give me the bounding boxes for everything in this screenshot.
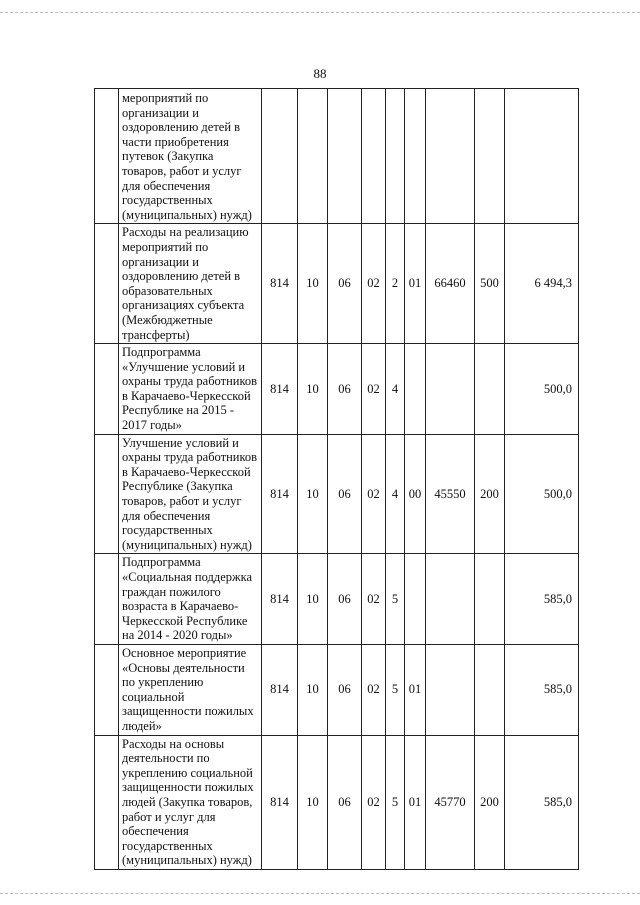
row-program-cell: 02 bbox=[362, 344, 386, 435]
row-event-cell: 01 bbox=[405, 735, 426, 869]
row-index-cell bbox=[95, 224, 119, 344]
row-amount-cell bbox=[505, 89, 579, 224]
row-section-cell: 10 bbox=[298, 644, 328, 735]
row-index-cell bbox=[95, 434, 119, 554]
row-program-cell: 02 bbox=[362, 644, 386, 735]
row-name-cell: Расходы на реализацию мероприятий по организации и оздоровлению детей в образовательных организациях субъекта (Межбюджетные трансферты) bbox=[119, 224, 262, 344]
table-row bbox=[95, 344, 579, 435]
row-event-cell bbox=[405, 344, 426, 435]
scan-artifact-line bbox=[0, 893, 640, 894]
row-expense-type-cell: 200 bbox=[475, 735, 505, 869]
row-subprogram-cell: 5 bbox=[386, 735, 405, 869]
row-index-cell bbox=[95, 344, 119, 435]
row-amount-cell: 585,0 bbox=[505, 554, 579, 645]
row-event-cell: 01 bbox=[405, 224, 426, 344]
row-amount-cell: 500,0 bbox=[505, 344, 579, 435]
row-program-cell: 02 bbox=[362, 224, 386, 344]
row-direction-cell bbox=[426, 644, 475, 735]
page-number: 88 bbox=[313, 66, 327, 81]
row-admin-cell: 814 bbox=[262, 554, 298, 645]
row-admin-cell bbox=[262, 89, 298, 224]
row-admin-cell: 814 bbox=[262, 224, 298, 344]
row-index-cell bbox=[95, 89, 119, 224]
row-subsection-cell: 06 bbox=[328, 735, 362, 869]
row-admin-cell: 814 bbox=[262, 644, 298, 735]
row-expense-type-cell bbox=[475, 644, 505, 735]
row-direction-cell: 45550 bbox=[426, 434, 475, 554]
row-expense-type-cell bbox=[475, 344, 505, 435]
row-expense-type-cell: 500 bbox=[475, 224, 505, 344]
row-amount-cell: 6 494,3 bbox=[505, 224, 579, 344]
table-row bbox=[95, 89, 579, 224]
row-direction-cell bbox=[426, 554, 475, 645]
row-subsection-cell bbox=[328, 89, 362, 224]
row-name-cell: мероприятий по организации и оздоровлению детей в части приобретения путевок (Закупка товаров, работ и услуг для обеспечения государственных (муниципальных) нужд) bbox=[119, 89, 262, 224]
row-index-cell bbox=[95, 644, 119, 735]
row-subprogram-cell: 5 bbox=[386, 644, 405, 735]
row-direction-cell bbox=[426, 89, 475, 224]
table-row bbox=[95, 554, 579, 645]
row-amount-cell: 500,0 bbox=[505, 434, 579, 554]
row-direction-cell: 45770 bbox=[426, 735, 475, 869]
row-program-cell: 02 bbox=[362, 434, 386, 554]
row-subsection-cell: 06 bbox=[328, 224, 362, 344]
budget-table bbox=[94, 88, 579, 870]
row-event-cell: 01 bbox=[405, 644, 426, 735]
table-row bbox=[95, 735, 579, 869]
row-amount-cell: 585,0 bbox=[505, 644, 579, 735]
row-program-cell bbox=[362, 89, 386, 224]
row-index-cell bbox=[95, 735, 119, 869]
row-event-cell bbox=[405, 554, 426, 645]
table-row bbox=[95, 434, 579, 554]
row-program-cell: 02 bbox=[362, 554, 386, 645]
table-row bbox=[95, 224, 579, 344]
row-subsection-cell: 06 bbox=[328, 644, 362, 735]
row-expense-type-cell: 200 bbox=[475, 434, 505, 554]
row-direction-cell bbox=[426, 344, 475, 435]
row-event-cell: 00 bbox=[405, 434, 426, 554]
row-section-cell: 10 bbox=[298, 554, 328, 645]
row-subprogram-cell: 2 bbox=[386, 224, 405, 344]
row-direction-cell: 66460 bbox=[426, 224, 475, 344]
row-subsection-cell: 06 bbox=[328, 554, 362, 645]
row-name-cell: Расходы на основы деятельности по укреплению социальной защищенности пожилых людей (Закупка товаров, работ и услуг для обеспечения государственных (муниципальных) нужд) bbox=[119, 735, 262, 869]
row-name-cell: Подпрограмма «Социальная поддержка граждан пожилого возраста в Карачаево-Черкесской Республике на 2014 - 2020 годы» bbox=[119, 554, 262, 645]
row-subprogram-cell bbox=[386, 89, 405, 224]
row-expense-type-cell bbox=[475, 554, 505, 645]
row-program-cell: 02 bbox=[362, 735, 386, 869]
row-admin-cell: 814 bbox=[262, 735, 298, 869]
row-section-cell: 10 bbox=[298, 735, 328, 869]
row-name-cell: Подпрограмма «Улучшение условий и охраны труда работников в Карачаево-Черкесской Республике на 2015 - 2017 годы» bbox=[119, 344, 262, 435]
row-subsection-cell: 06 bbox=[328, 344, 362, 435]
row-subsection-cell: 06 bbox=[328, 434, 362, 554]
row-section-cell: 10 bbox=[298, 434, 328, 554]
row-subprogram-cell: 5 bbox=[386, 554, 405, 645]
row-section-cell: 10 bbox=[298, 224, 328, 344]
row-amount-cell: 585,0 bbox=[505, 735, 579, 869]
row-name-cell: Улучшение условий и охраны труда работников в Карачаево-Черкесской Республике (Закупка товаров, работ и услуг для обеспечения государственных (муниципальных) нужд) bbox=[119, 434, 262, 554]
row-index-cell bbox=[95, 554, 119, 645]
table-row bbox=[95, 644, 579, 735]
row-event-cell bbox=[405, 89, 426, 224]
row-section-cell bbox=[298, 89, 328, 224]
row-admin-cell: 814 bbox=[262, 434, 298, 554]
scan-artifact-line bbox=[0, 12, 640, 13]
row-expense-type-cell bbox=[475, 89, 505, 224]
row-subprogram-cell: 4 bbox=[386, 344, 405, 435]
row-name-cell: Основное мероприятие «Основы деятельности по укреплению социальной защищенности пожилых людей» bbox=[119, 644, 262, 735]
row-admin-cell: 814 bbox=[262, 344, 298, 435]
row-subprogram-cell: 4 bbox=[386, 434, 405, 554]
row-section-cell: 10 bbox=[298, 344, 328, 435]
